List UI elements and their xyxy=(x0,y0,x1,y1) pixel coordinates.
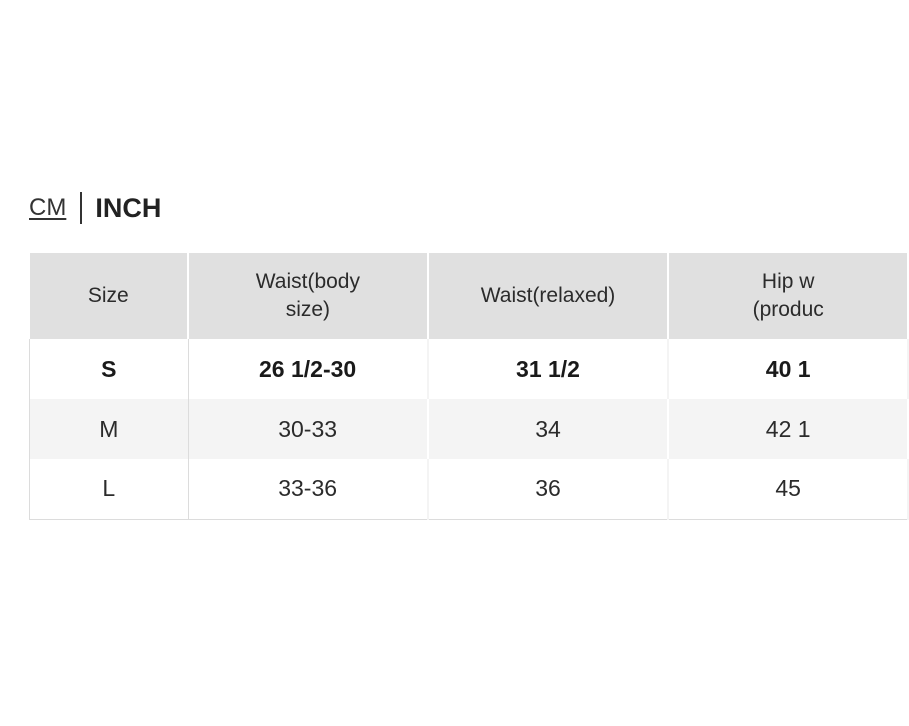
unit-divider xyxy=(80,192,82,224)
cell-size: S xyxy=(30,339,189,399)
header-waist-body-line2: size) xyxy=(285,298,331,321)
size-chart-scroll-area[interactable] xyxy=(29,253,824,519)
header-waist-relaxed-label: Waist(relaxed) xyxy=(480,284,616,307)
unit-cm-link[interactable]: CM xyxy=(29,194,67,221)
cell-waist-relaxed: 31 1/2 xyxy=(428,339,669,399)
cell-waist-body: 33-36 xyxy=(188,459,428,519)
cell-size: M xyxy=(30,399,189,459)
cell-size: L xyxy=(30,459,189,519)
header-hip-line2: (produc xyxy=(752,298,824,321)
header-size-label: Size xyxy=(87,284,129,307)
cell-hip: 45 xyxy=(668,459,908,519)
unit-inch-tab[interactable]: INCH xyxy=(95,192,162,223)
table-row xyxy=(30,399,909,459)
cell-waist-body: 30-33 xyxy=(188,399,428,459)
unit-toggle xyxy=(29,190,161,226)
header-hip xyxy=(668,253,908,339)
header-waist-body xyxy=(188,253,428,339)
table-row xyxy=(30,339,909,399)
header-waist-body-line1: Waist(body xyxy=(255,270,360,293)
cell-waist-relaxed: 34 xyxy=(428,399,669,459)
cell-waist-relaxed: 36 xyxy=(428,459,669,519)
cell-hip: 40 1 xyxy=(668,339,908,399)
header-hip-line1: Hip w xyxy=(761,270,815,293)
table-row xyxy=(30,459,909,519)
cell-hip: 42 1 xyxy=(668,399,908,459)
header-waist-relaxed xyxy=(428,253,669,339)
size-chart-table xyxy=(29,253,909,520)
cell-waist-body: 26 1/2-30 xyxy=(188,339,428,399)
header-size xyxy=(30,253,189,339)
table-header-row xyxy=(30,253,909,339)
